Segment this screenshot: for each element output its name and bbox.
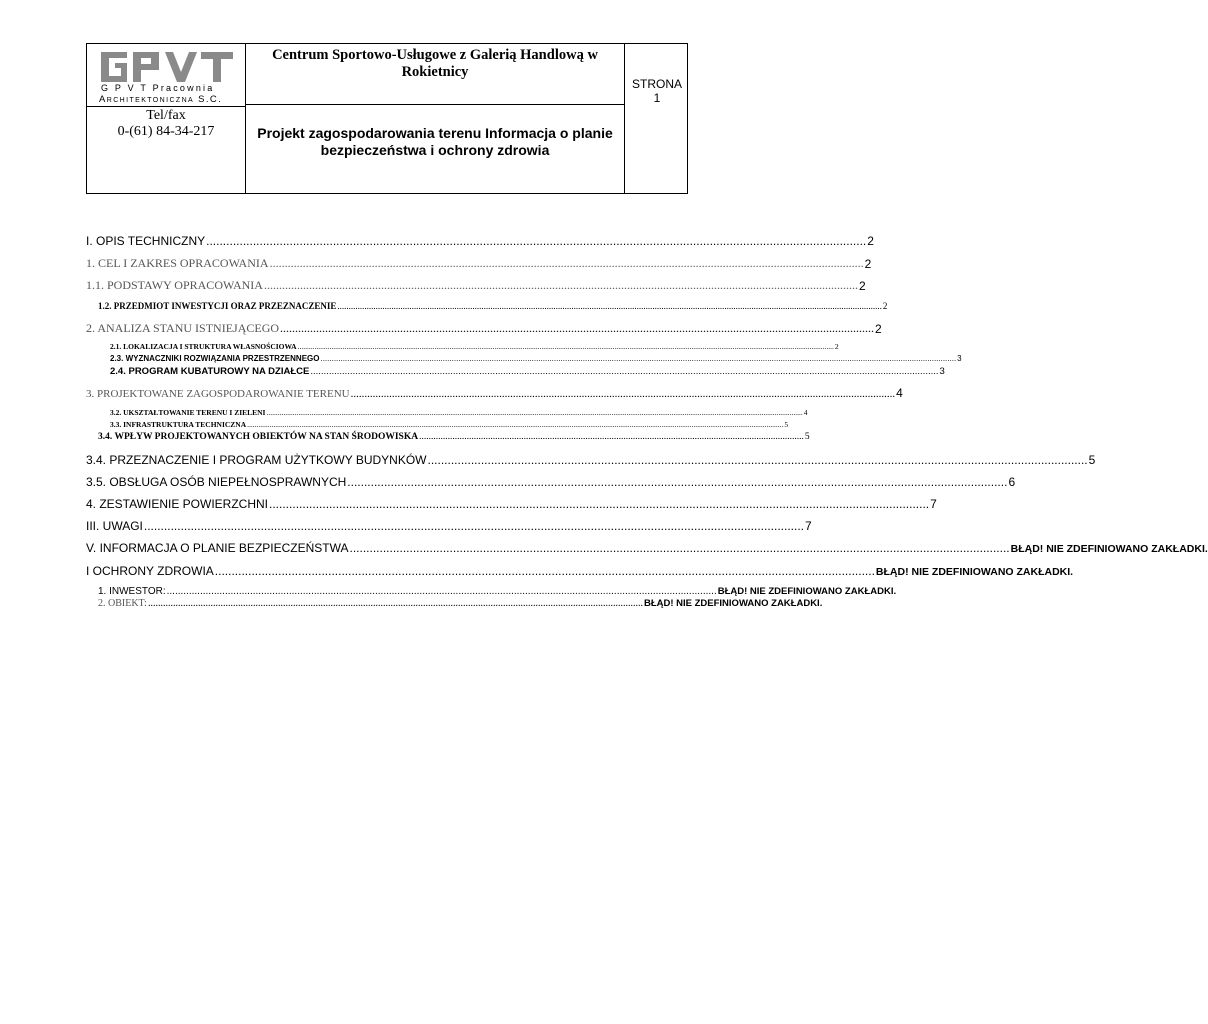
toc-entry-label: I OCHRONY ZDROWIA [86,564,214,578]
toc-entry-label: 1.1. PODSTAWY OPRACOWANIA [86,278,263,292]
toc-entry[interactable]: 1. CEL I ZAKRES OPRACOWANIA ...................................................................................................................................................................................................... 2 [86,256,872,271]
toc-entry[interactable]: 3.3. INFRASTRUKTURA TECHNICZNA .............................................................................................................................................................................................................................................................................................. 5 [110,420,789,429]
toc-entry-label: 3.4. WPŁYW PROJEKTOWANYCH OBIEKTÓW NA STAN ŚRODOWISKA [98,432,419,442]
toc-entry[interactable]: 1.1. PODSTAWY OPRACOWANIA ...................................................................................................................................................................................................... 2 [86,278,866,293]
toc-entry-page: 7 [930,497,937,511]
toc-entry-label: 4. ZESTAWIENIE POWIERZCHNI [86,497,269,511]
toc-entry[interactable]: 2.1. LOKALIZACJA I STRUKTURA WŁASNOŚCIOWA .............................................................................................................................................................................................................................................................................................. 2 [110,342,839,351]
toc-entry[interactable]: 1.2. PRZEDMIOT INWESTYCJI ORAZ PRZEZNACZENIE .................................................................................................................................................................................................................................................. 2 [98,301,888,311]
toc-entry-label: 2.1. LOKALIZACJA I STRUKTURA WŁASNOŚCIOWA [110,342,297,351]
toc-entry-label: 3.3. INFRASTRUKTURA TECHNICZNA [110,420,247,429]
project-title: Projekt zagospodarowania terenu Informacja o planie bezpieczeństwa i ochrony zdrowia [257,125,613,158]
toc-entry[interactable]: 3.5. OBSŁUGA OSÓB NIEPEŁNOSPRAWNYCH ...................................................................................................................................................................................................... 6 [86,475,1016,489]
toc-entry[interactable]: 4. ZESTAWIENIE POWIERZCHNI ...................................................................................................................................................................................................... 7 [86,497,937,511]
toc-entry-label: 1. CEL I ZAKRES OPRACOWANIA [86,256,269,270]
page-number: 1 [653,91,661,105]
page-label: STRONA [631,77,682,91]
toc-entry-page: BŁĄD! NIE ZDEFINIOWANO ZAKŁADKI. [1010,543,1208,555]
toc-entry-label: 2.4. PROGRAM KUBATUROWY NA DZIAŁCE [110,366,310,377]
toc-entry[interactable]: 3. PROJEKTOWANE ZAGOSPODAROWANIE TERENU ...................................................................................................................................................................................................... 4 [86,386,903,400]
toc-entry-label: 2. ANALIZA STANU ISTNIEJĄCEGO [86,321,280,335]
toc-entry-page: 2 [834,342,839,351]
toc-entry[interactable]: 2. ANALIZA STANU ISTNIEJĄCEGO ...................................................................................................................................................................................................... 2 [86,321,882,336]
toc-entry-page: 4 [803,408,808,417]
logo-subtitle-line1: G P V T Pracownia [101,83,215,93]
toc-entry[interactable]: III. UWAGI ...................................................................................................................................................................................................... 7 [86,519,812,533]
toc-entry-page: 2 [867,234,874,248]
toc-entry-page: BŁĄD! NIE ZDEFINIOWANO ZAKŁADKI. [643,598,823,609]
toc-entry-page: 2 [858,279,866,293]
toc-entry[interactable]: I. OPIS TECHNICZNY ...................................................................................................................................................................................................... 2 [86,234,874,248]
tel-block [87,108,245,140]
toc-entry-label: 3.4. PRZEZNACZENIE I PROGRAM UŻYTKOWY BUDYNKÓW [86,453,427,467]
toc-entry-label: 3. PROJEKTOWANE ZAGOSPODAROWANIE TERENU [86,388,350,400]
centre-title: Centrum Sportowo-Usługowe z Galerią Handlową w Rokietnicy [272,47,598,80]
toc-entry-page: BŁĄD! NIE ZDEFINIOWANO ZAKŁADKI. [875,566,1074,578]
toc-entry-page: 4 [896,386,903,400]
logo-subtitle-line2: Architektoniczna S.C. [99,94,223,105]
toc-entry-page: 5 [1088,453,1096,467]
toc-entry[interactable]: I OCHRONY ZDROWIA ...................................................................................................................................................................................................... BŁĄD! NIE ZDEFINIOWANO ZAKŁADKI. [86,564,1074,578]
toc-entry-page: 2 [875,322,882,336]
toc-entry-page: 3 [957,354,962,363]
toc-entry-page: BŁĄD! NIE ZDEFINIOWANO ZAKŁADKI. [717,586,897,597]
toc-entry-page: 2 [864,257,872,271]
toc-entry-label: III. UWAGI [86,519,143,533]
toc-entry[interactable]: 1. INWESTOR: ...................................................................................................................................................................................................... BŁĄD! NIE ZDEFINIOWANO ZAKŁADKI. [98,586,897,597]
toc-entry[interactable]: 3.4. PRZEZNACZENIE I PROGRAM UŻYTKOWY BUDYNKÓW ...................................................................................................................................................................................................... 5 [86,453,1096,467]
document-header [86,43,688,194]
toc-entry[interactable]: 3.2. UKSZTAŁTOWANIE TERENU I ZIELENI .............................................................................................................................................................................................................................................................................................. 4 [110,408,808,417]
toc-entry-label: V. INFORMACJA O PLANIE BEZPIECZEŃSTWA [86,541,349,555]
toc-entry-label: 3.2. UKSZTAŁTOWANIE TERENU I ZIELENI [110,408,266,417]
toc-entry[interactable]: 2. OBIEKT: ...................................................................................................................................................................................................... BŁĄD! NIE ZDEFINIOWANO ZAKŁADKI. [98,598,823,609]
toc-entry[interactable]: V. INFORMACJA O PLANIE BEZPIECZEŃSTWA ...................................................................................................................................................................................................... BŁĄD! NIE ZDEFINIOWANO ZAKŁADKI. [86,541,1208,555]
toc-entry-label: 1. INWESTOR: [98,586,166,597]
toc-entry-page: 7 [805,519,812,533]
toc-entry-page: 5 [784,420,789,429]
toc-entry-page: 6 [1008,475,1016,489]
toc-entry-label: I. OPIS TECHNICZNY [86,234,206,248]
page-indicator [625,77,689,105]
toc-entry[interactable]: 3.4. WPŁYW PROJEKTOWANYCH OBIEKTÓW NA STAN ŚRODOWISKA .................................................................................................................................................................. 5 [98,432,810,442]
toc-entry-label: 1.2. PRZEDMIOT INWESTYCJI ORAZ PRZEZNACZENIE [98,301,337,311]
toc-entry-page: 5 [804,432,810,442]
toc-entry-page: 2 [882,301,888,311]
toc-entry[interactable]: 2.3. WYZNACZNIKI ROZWIĄZANIA PRZESTRZENNEGO .............................................................................................................................................................................................................................................................................................. 3 [110,354,962,363]
toc-entry-page: 3 [939,366,945,377]
toc-entry-label: 3.5. OBSŁUGA OSÓB NIEPEŁNOSPRAWNYCH [86,475,347,489]
tel-label: Tel/fax [146,108,186,123]
toc-entry-label: 2. OBIEKT: [98,598,147,609]
tel-number: 0-(61) 84-34-217 [117,124,215,139]
toc-entry-label: 2.3. WYZNACZNIKI ROZWIĄZANIA PRZESTRZENNEGO [110,354,320,363]
toc-entry[interactable]: 2.4. PROGRAM KUBATUROWY NA DZIAŁCE .............................................................................................................................................................................................................................................. 3 [110,366,945,377]
